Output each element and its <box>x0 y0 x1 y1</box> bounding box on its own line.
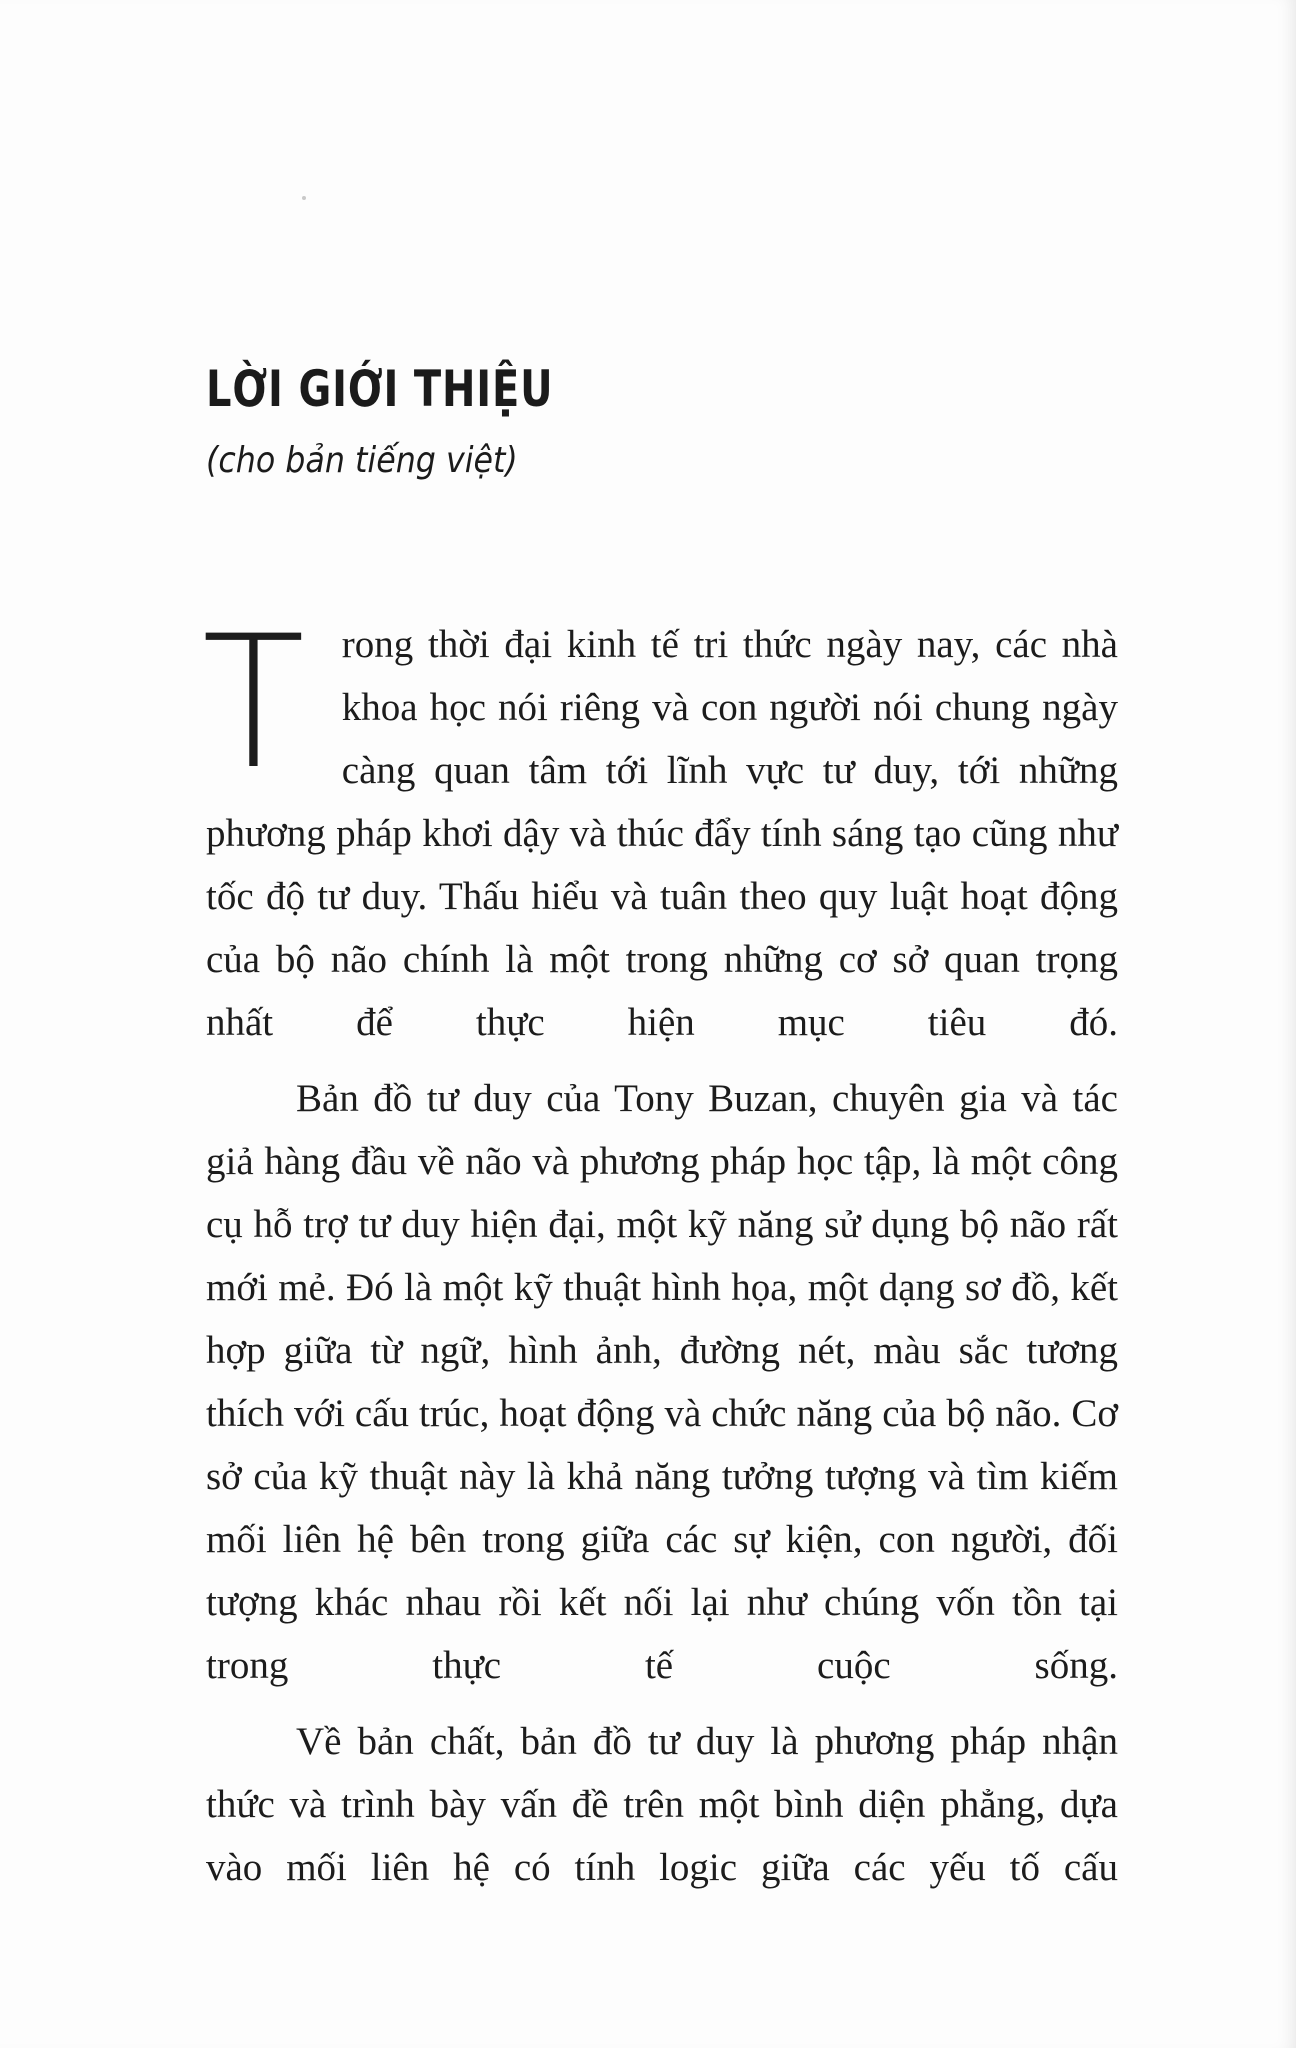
paragraph-1 <box>202 597 1118 1054</box>
chapter-header <box>206 355 1106 485</box>
chapter-subtitle: (cho bản tiếng việt) <box>206 440 518 481</box>
body-text <box>202 597 1118 1899</box>
paragraph-1-text: rong thời đại kinh tế tri thức ngày nay, các nhà khoa học nói riêng và con người nói chung ngày càng quan tâm tới lĩnh vực tư duy, tới những phương pháp khơi dậy và thúc đẩy tính sáng tạo cũng như tốc độ tư duy. Thấu hiểu và tuân theo quy luật hoạt động của bộ não chính là một trong những cơ sở quan trọng nhất để thực hiện mục tiêu đó. <box>206 623 1118 1044</box>
paragraph-2: Bản đồ tư duy của Tony Buzan, chuyên gia và tác giả hàng đầu về não và phương pháp học tập, là một công cụ hỗ trợ tư duy hiện đại, một kỹ năng sử dụng bộ não rất mới mẻ. Đó là một kỹ thuật hình họa, một dạng sơ đồ, kết hợp giữa từ ngữ, hình ảnh, đường nét, màu sắc tương thích với cấu trúc, hoạt động và chức năng của bộ não. Cơ sở của kỹ thuật này là khả năng tưởng tượng và tìm kiếm mối liên hệ bên trong giữa các sự kiện, con người, đối tượng khác nhau rồi kết nối lại như chúng vốn tồn tại trong thực tế cuộc sống. <box>206 1077 1118 1687</box>
scan-speck <box>302 196 306 200</box>
paragraph-3: Về bản chất, bản đồ tư duy là phương pháp nhận thức và trình bày vấn đề trên một bình diện phẳng, dựa vào mối liên hệ có tính logic giữa các yếu tố cấu <box>206 1720 1118 1889</box>
chapter-title: LỜI GIỚI THIỆU <box>206 360 554 418</box>
drop-cap: T <box>202 597 305 810</box>
